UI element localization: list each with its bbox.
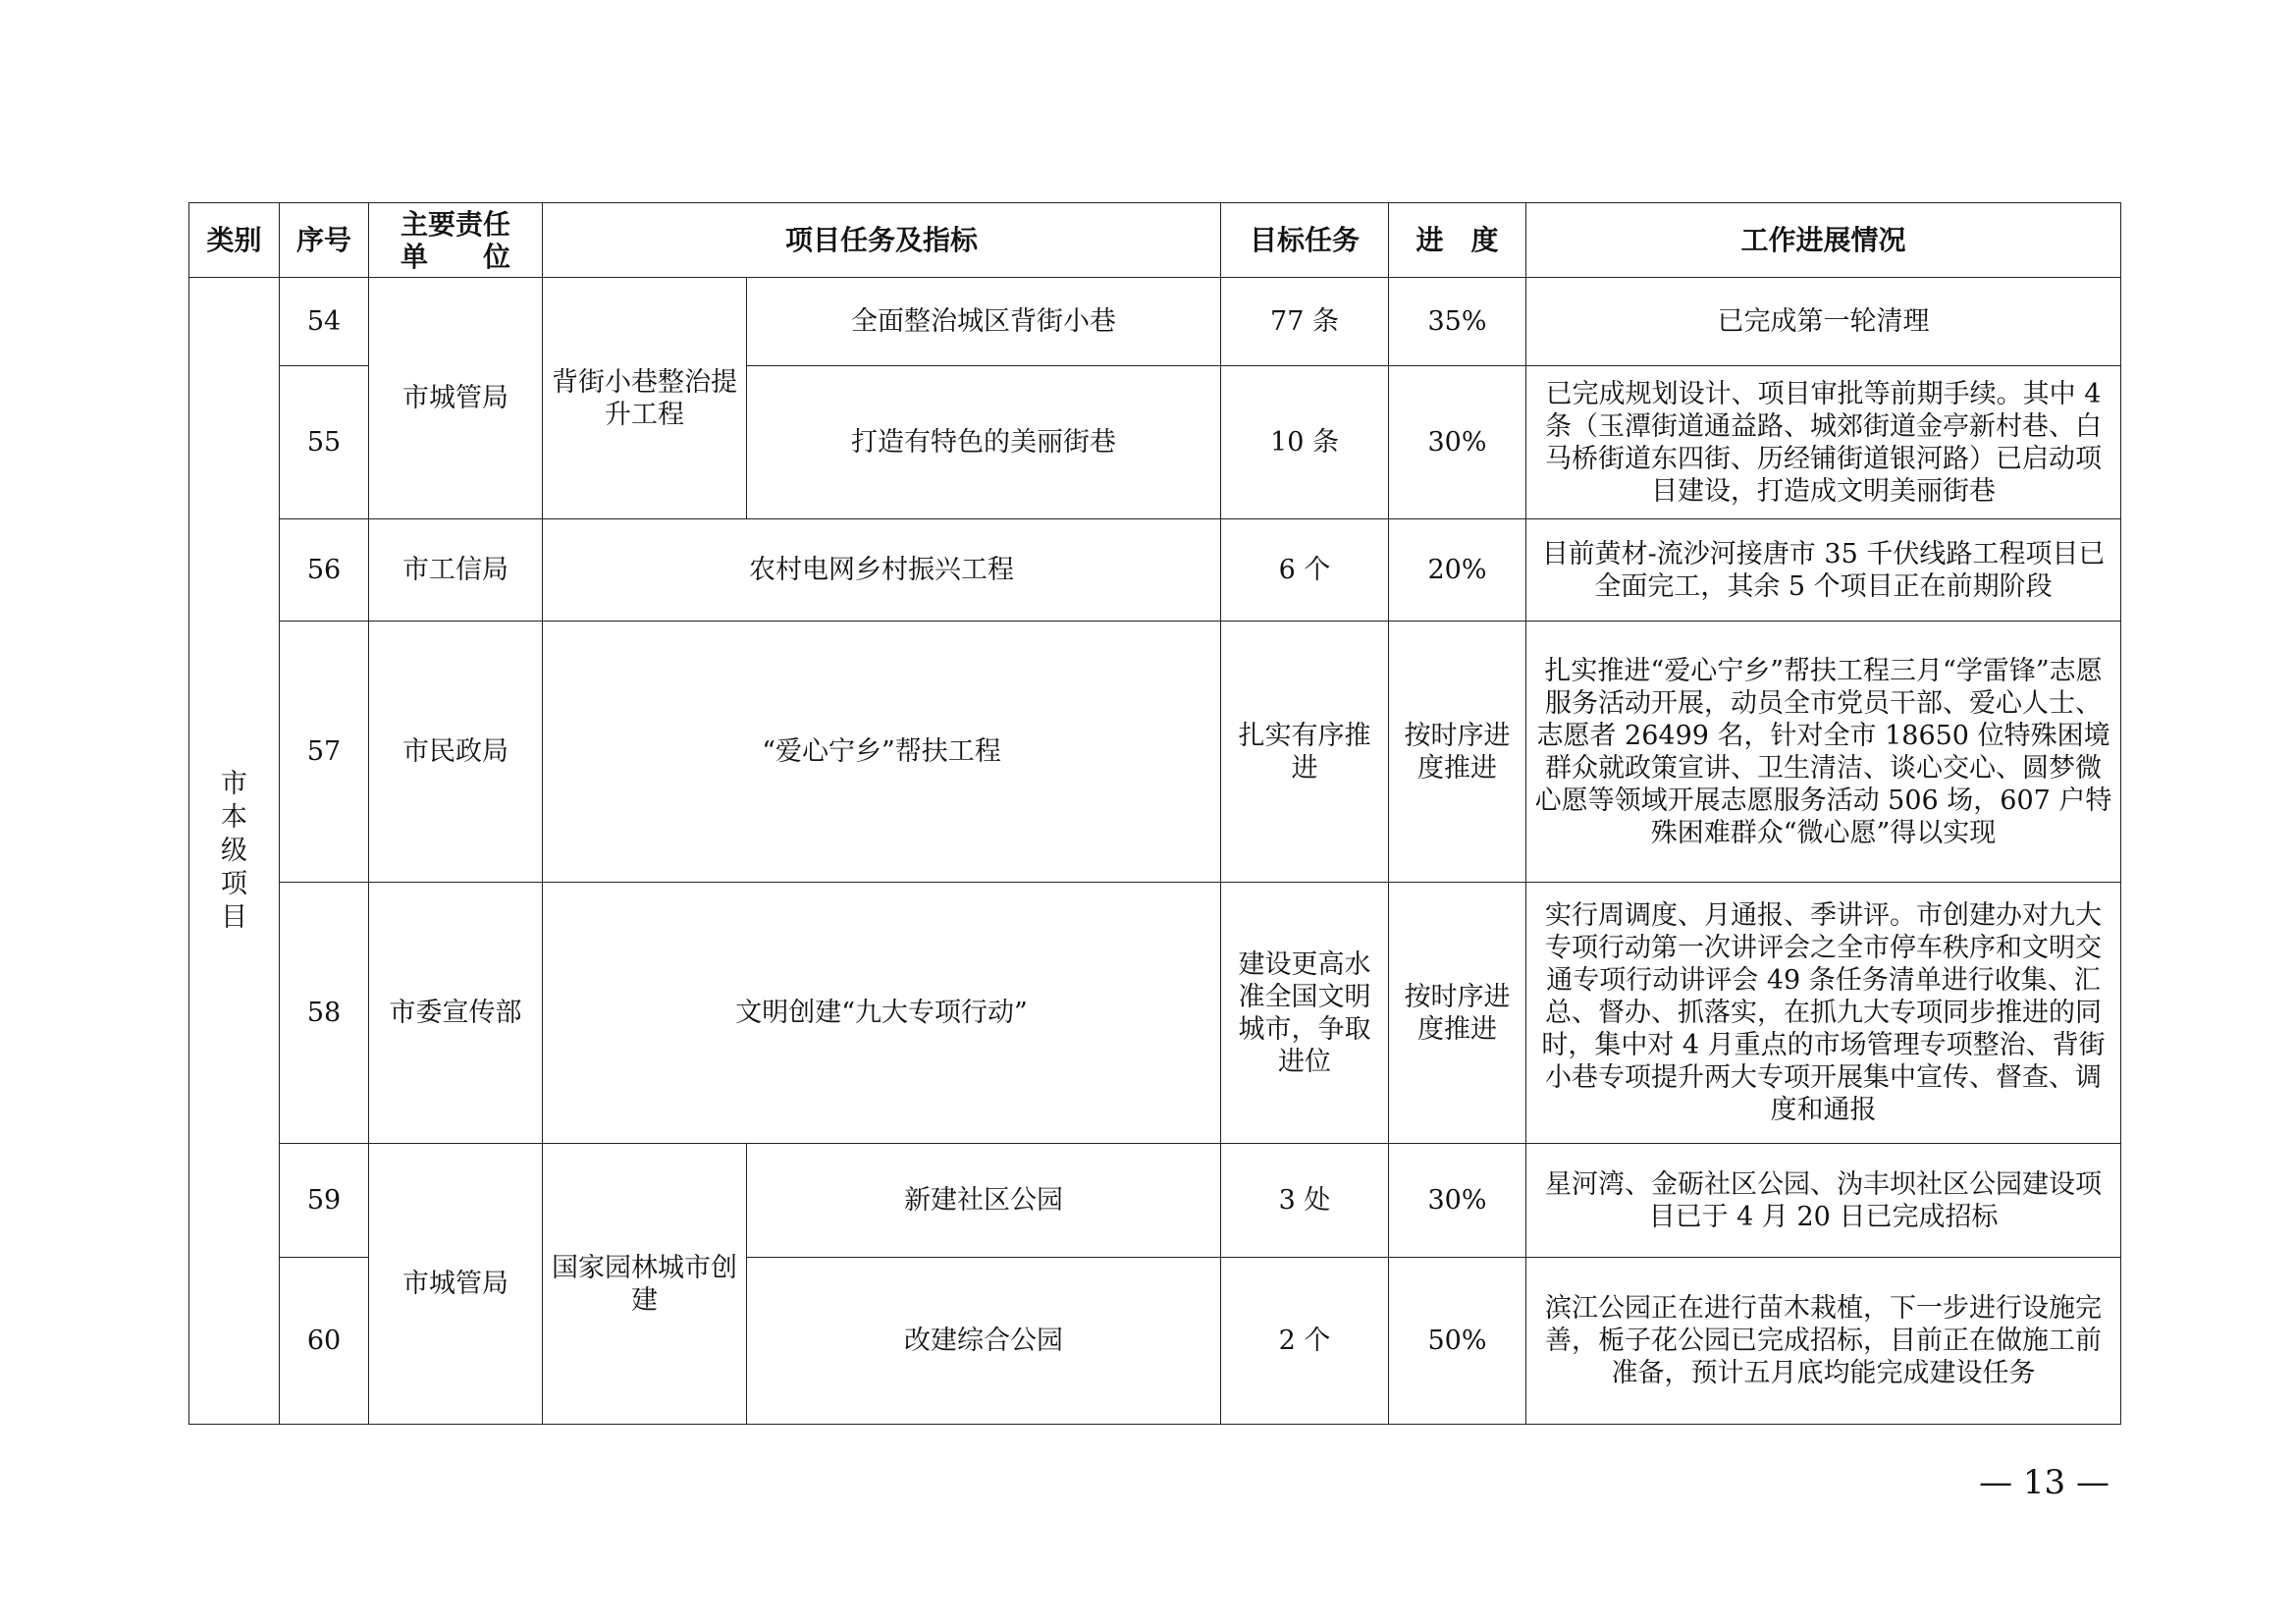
seq-cell: 58 <box>280 883 369 1144</box>
project-table <box>188 202 2121 1425</box>
table-row <box>189 883 2121 1144</box>
progress-cell: 30% <box>1389 366 1526 519</box>
task-cell: 新建社区公园 <box>747 1144 1221 1258</box>
seq-cell: 59 <box>280 1144 369 1258</box>
category-label: 市本级项目 <box>221 768 247 933</box>
header-task: 项目任务及指标 <box>543 203 1221 278</box>
table-row <box>189 1144 2121 1258</box>
task-cell: 文明创建“九大专项行动” <box>543 883 1221 1144</box>
progress-cell: 30% <box>1389 1144 1526 1258</box>
task-cell: 全面整治城区背街小巷 <box>747 278 1221 366</box>
table-row <box>189 622 2121 883</box>
header-target: 目标任务 <box>1221 203 1389 278</box>
target-cell: 2 个 <box>1221 1258 1389 1425</box>
group-cell: 国家园林城市创建 <box>543 1144 747 1425</box>
task-cell: “爱心宁乡”帮扶工程 <box>543 622 1221 883</box>
target-cell: 建设更高水准全国文明城市，争取进位 <box>1221 883 1389 1144</box>
seq-cell: 55 <box>280 366 369 519</box>
target-cell: 10 条 <box>1221 366 1389 519</box>
seq-cell: 54 <box>280 278 369 366</box>
progress-cell: 50% <box>1389 1258 1526 1425</box>
status-cell: 实行周调度、月通报、季讲评。市创建办对九大专项行动第一次讲评会之全市停车秩序和文明交通专项行动讲评会 49 条任务清单进行收集、汇总、督办、抓落实，在抓九大专项同步推进的同时，集中对 4 月重点的市场管理专项整治、背街小巷专项提升两大专项开展集中宣传、督查、调度和通报 <box>1526 883 2121 1144</box>
table-row <box>189 519 2121 622</box>
target-cell: 3 处 <box>1221 1144 1389 1258</box>
target-cell: 扎实有序推进 <box>1221 622 1389 883</box>
progress-cell: 35% <box>1389 278 1526 366</box>
header-unit <box>369 203 543 278</box>
target-cell: 77 条 <box>1221 278 1389 366</box>
category-cell <box>189 278 280 1425</box>
header-unit-line1: 主要责任 <box>400 207 510 241</box>
table-row <box>189 278 2121 366</box>
unit-cell: 市委宣传部 <box>369 883 543 1144</box>
task-cell: 改建综合公园 <box>747 1258 1221 1425</box>
status-cell: 目前黄材-流沙河接唐市 35 千伏线路工程项目已全面完工，其余 5 个项目正在前期阶段 <box>1526 519 2121 622</box>
header-progress: 进 度 <box>1389 203 1526 278</box>
unit-cell: 市城管局 <box>369 278 543 519</box>
seq-cell: 57 <box>280 622 369 883</box>
task-cell: 打造有特色的美丽街巷 <box>747 366 1221 519</box>
unit-cell: 市工信局 <box>369 519 543 622</box>
status-cell: 星河湾、金砺社区公园、沩丰坝社区公园建设项目已于 4 月 20 日已完成招标 <box>1526 1144 2121 1258</box>
seq-cell: 56 <box>280 519 369 622</box>
progress-cell: 20% <box>1389 519 1526 622</box>
header-status: 工作进展情况 <box>1526 203 2121 278</box>
header-category: 类别 <box>189 203 280 278</box>
header-seq: 序号 <box>280 203 369 278</box>
header-row <box>189 203 2121 278</box>
target-cell: 6 个 <box>1221 519 1389 622</box>
progress-cell: 按时序进度推进 <box>1389 883 1526 1144</box>
status-cell: 已完成规划设计、项目审批等前期手续。其中 4 条（玉潭街道通益路、城郊街道金亭新村巷、白马桥街道东四街、历经铺街道银河路）已启动项目建设，打造成文明美丽街巷 <box>1526 366 2121 519</box>
unit-cell: 市城管局 <box>369 1144 543 1425</box>
page-number: — 13 — <box>1979 1463 2109 1502</box>
task-cell: 农村电网乡村振兴工程 <box>543 519 1221 622</box>
unit-cell: 市民政局 <box>369 622 543 883</box>
status-cell: 滨江公园正在进行苗木栽植，下一步进行设施完善，栀子花公园已完成招标，目前正在做施工前准备，预计五月底均能完成建设任务 <box>1526 1258 2121 1425</box>
header-unit-line2: 单 位 <box>400 240 510 273</box>
group-cell: 背街小巷整治提升工程 <box>543 278 747 519</box>
seq-cell: 60 <box>280 1258 369 1425</box>
status-cell: 已完成第一轮清理 <box>1526 278 2121 366</box>
progress-cell: 按时序进度推进 <box>1389 622 1526 883</box>
status-cell: 扎实推进“爱心宁乡”帮扶工程三月“学雷锋”志愿服务活动开展，动员全市党员干部、爱心人士、志愿者 26499 名，针对全市 18650 位特殊困境群众就政策宣讲、卫生清洁、谈心交心、圆梦微心愿等领域开展志愿服务活动 506 场，607 户特殊困难群众“微心愿”得以实现 <box>1526 622 2121 883</box>
